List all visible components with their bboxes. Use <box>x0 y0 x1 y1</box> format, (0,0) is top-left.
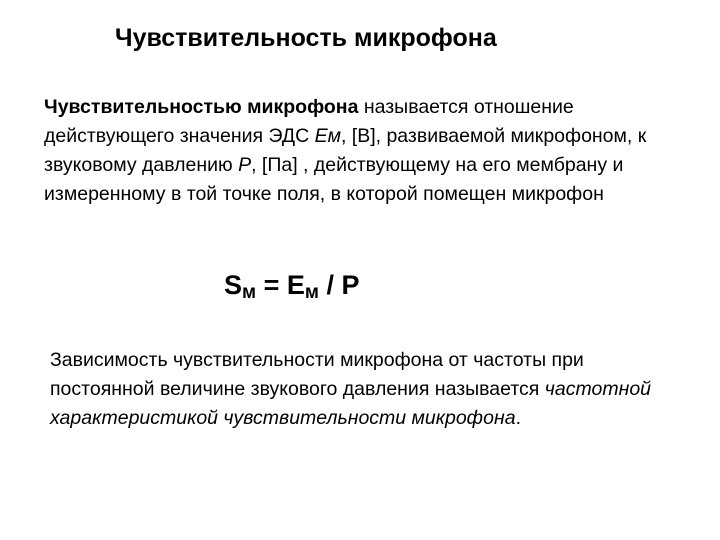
emf-symbol: Eм <box>314 125 341 147</box>
formula-s: S <box>224 270 243 300</box>
definition-term: Чувствительностью микрофона <box>44 96 359 118</box>
definition-text-c: , [Па] , действующему на его мембрану и измеренному в той точке поля, в которой помещен микрофон <box>44 154 624 205</box>
pressure-symbol: P <box>238 154 252 176</box>
definition-text-b: , [В], развиваемой микрофоном, к звуковому давлению <box>44 125 647 176</box>
formula-equals: = <box>256 270 287 300</box>
definition-text-a: называется отношение действующего значения ЭДС <box>44 96 574 147</box>
formula-e-subscript: м <box>304 282 319 303</box>
slide-title: Чувствительность микрофона <box>115 24 497 52</box>
formula-rest: / P <box>318 270 360 300</box>
frequency-text: Зависимость чувствительности микрофона от частоты при постоянной величине звукового давления называется <box>50 349 584 400</box>
formula-e: E <box>286 270 305 300</box>
frequency-response-term: частотной характеристикой чувствительности микрофона <box>50 378 652 429</box>
formula-s-subscript: м <box>242 282 257 303</box>
definition-paragraph <box>44 93 684 209</box>
sensitivity-formula <box>224 270 359 304</box>
frequency-end: . <box>515 407 522 429</box>
frequency-response-paragraph <box>50 346 690 433</box>
